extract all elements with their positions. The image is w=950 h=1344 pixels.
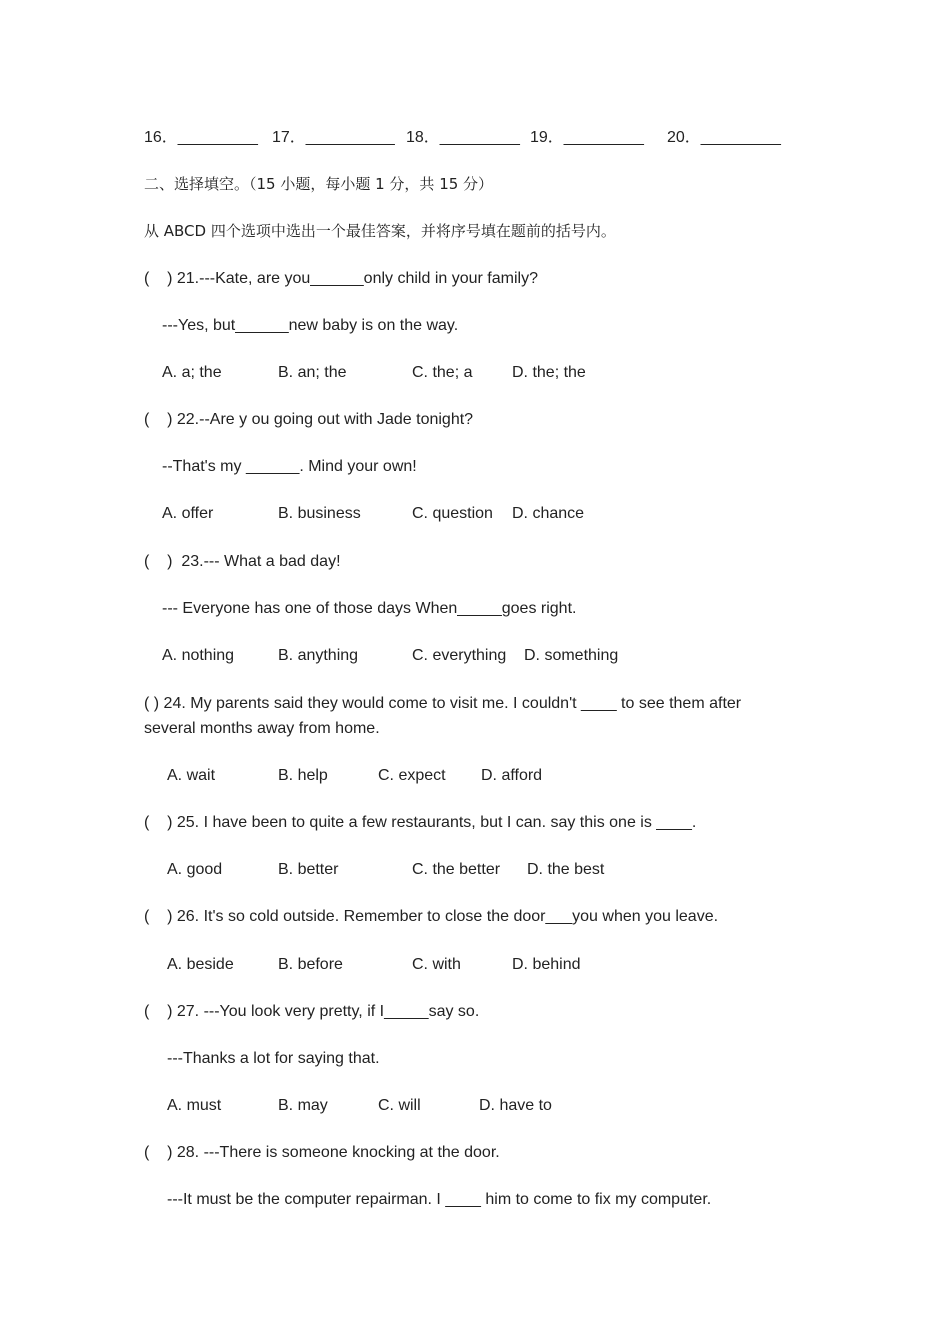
question-dialogue: --- Everyone has one of those days When_____goes right. <box>162 600 577 617</box>
question-stem: ( ) 25. I have been to quite a few restaurants, but I can. say this one is ____. <box>144 814 697 831</box>
answer-blank-17[interactable]: 17．__________ <box>272 129 395 146</box>
answer-blank-20[interactable]: 20．_________ <box>667 129 781 146</box>
option-a[interactable]: A. offer <box>162 505 214 522</box>
option-a[interactable]: A. good <box>167 861 223 878</box>
question-dialogue: ---Thanks a lot for saying that. <box>167 1050 380 1067</box>
option-a[interactable]: A. wait <box>167 767 216 784</box>
question-dialogue: ---Yes, but______new baby is on the way. <box>162 317 459 334</box>
option-b[interactable]: B. help <box>278 767 328 784</box>
answer-blank-18[interactable]: 18．_________ <box>406 129 520 146</box>
option-d[interactable]: D. chance <box>512 505 585 522</box>
answer-blank-16[interactable]: 16．_________ <box>144 129 258 146</box>
question-stem: ( ) 24. My parents said they would come to visit me. I couldn't ____ to see them after several months away from home. <box>144 695 742 737</box>
option-c[interactable]: C. with <box>412 956 461 973</box>
question-stem: ( ) 27. ---You look very pretty, if I_____say so. <box>144 1003 480 1020</box>
question-dialogue: ---It must be the computer repairman. I ____ him to come to fix my computer. <box>167 1191 712 1208</box>
answer-blank-19[interactable]: 19．_________ <box>530 129 644 146</box>
question-stem: ( ) 21.---Kate, are you______only child in your family? <box>144 270 538 287</box>
option-c[interactable]: C. the; a <box>412 364 473 381</box>
option-c[interactable]: C. expect <box>378 767 446 784</box>
option-d[interactable]: D. the; the <box>512 364 586 381</box>
question-dialogue: --That's my ______. Mind your own! <box>162 458 417 475</box>
option-b[interactable]: B. may <box>278 1097 328 1114</box>
option-d[interactable]: D. behind <box>512 956 581 973</box>
question-stem: ( ) 22.--Are y ou going out with Jade tonight? <box>144 411 474 428</box>
option-b[interactable]: B. better <box>278 861 339 878</box>
question-stem: ( ) 26. It's so cold outside. Remember to close the door___you when you leave. <box>144 908 719 925</box>
option-a[interactable]: A. must <box>167 1097 222 1114</box>
section-title: 二、选择填空。（15 小题，每小题 1 分，共 15 分） <box>144 175 494 193</box>
option-c[interactable]: C. everything <box>412 647 507 664</box>
option-d[interactable]: D. afford <box>481 767 543 784</box>
option-d[interactable]: D. have to <box>479 1097 552 1114</box>
option-a[interactable]: A. nothing <box>162 647 235 664</box>
option-b[interactable]: B. business <box>278 505 361 522</box>
question-stem: ( ) 23.--- What a bad day! <box>144 553 341 570</box>
option-d[interactable]: D. the best <box>527 861 605 878</box>
option-b[interactable]: B. before <box>278 956 343 973</box>
option-c[interactable]: C. will <box>378 1097 421 1114</box>
question-stem: ( ) 28. ---There is someone knocking at the door. <box>144 1144 500 1161</box>
option-a[interactable]: A. a; the <box>162 364 222 381</box>
option-a[interactable]: A. beside <box>167 956 234 973</box>
instruction: 从 ABCD 四个选项中选出一个最佳答案，并将序号填在题前的括号内。 <box>144 222 616 240</box>
option-b[interactable]: B. an; the <box>278 364 347 381</box>
option-c[interactable]: C. the better <box>412 861 501 878</box>
option-d[interactable]: D. something <box>524 647 619 664</box>
option-c[interactable]: C. question <box>412 505 493 522</box>
option-b[interactable]: B. anything <box>278 647 359 664</box>
